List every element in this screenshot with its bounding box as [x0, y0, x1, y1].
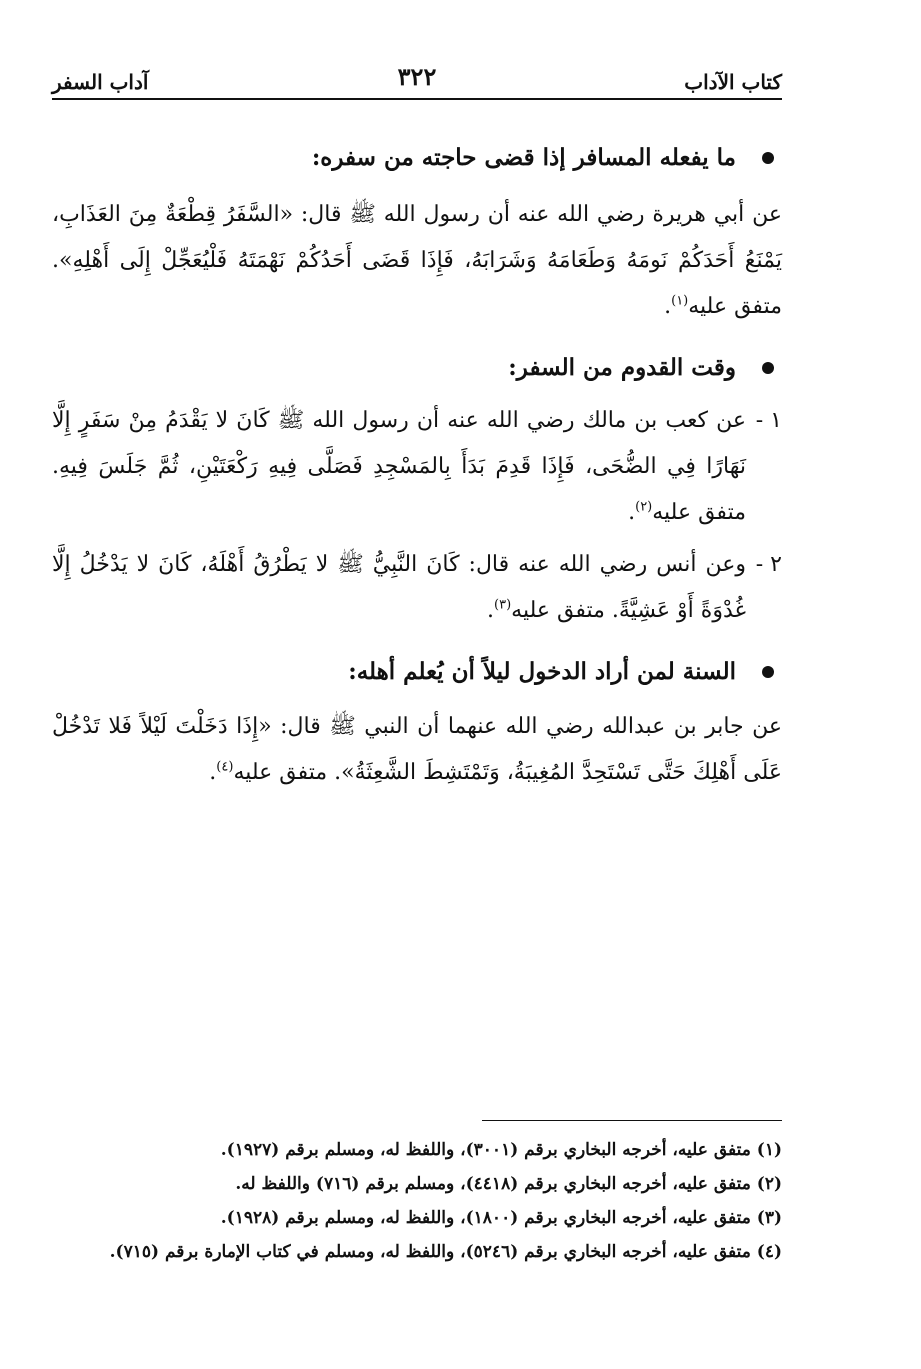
footnote-ref: (٣): [494, 597, 512, 613]
chapter-title: آداب السفر: [52, 70, 149, 94]
section-return-after-need: [52, 138, 782, 330]
footnote-item: (٣) متفق عليه، أخرجه البخاري برقم (١٨٠٠)، واللفظ له، ومسلم برقم (١٩٢٨).: [220, 1208, 782, 1228]
running-header: [52, 62, 782, 96]
section-heading-text: السنة لمن أراد الدخول ليلاً أن يُعلم أهله:: [348, 658, 736, 685]
page-number: ٣٢٢: [397, 62, 437, 91]
section-heading: [52, 138, 782, 178]
section-heading-text: وقت القدوم من السفر:: [508, 354, 736, 381]
footnote-ref: (٤): [216, 759, 234, 775]
section-night-arrival: [52, 652, 782, 796]
numbered-hadith: ١ - عن كعب بن مالك رضي الله عنه أن رسول الله ﷺ كَانَ لا يَقْدَمُ مِنْ سَفَرٍ إِلَّا نَهَارًا فِي الضُّحَى، فَإِذَا قَدِمَ بَدَأَ بِالمَسْجِدِ فَصَلَّى فِيهِ رَكْعَتَيْنِ، ثُمَّ جَلَسَ فِيهِ. متفق عليه$^{(٢)}$.: [52, 398, 782, 536]
hadith-paragraph: عن جابر بن عبدالله رضي الله عنهما أن النبي ﷺ قال: «إِذَا دَخَلْتَ لَيْلاً فَلا تَدْخُلْ عَلَى أَهْلِكَ حَتَّى تَسْتَحِدَّ المُغِيبَةُ، وَتَمْتَشِطَ الشَّعِثَةُ». متفق عليه$^{(٤)}$.: [52, 714, 782, 785]
footnote-item: (٤) متفق عليه، أخرجه البخاري برقم (٥٢٤٦)، واللفظ له، ومسلم في كتاب الإمارة برقم (٧١٥).: [109, 1242, 782, 1262]
bullet-icon: [762, 152, 774, 164]
item-number: ١ -: [755, 408, 782, 433]
numbered-hadith: ٢ - وعن أنس رضي الله عنه قال: كَانَ النَّبِيُّ ﷺ لا يَطْرُقُ أَهْلَهُ، كَانَ لا يَدْخُلُ إِلَّا غُدْوَةً أَوْ عَشِيَّةً. متفق عليه$^{(٣)}$.: [52, 542, 782, 634]
hadith-paragraph: عن أبي هريرة رضي الله عنه أن رسول الله ﷺ قال: «السَّفَرُ قِطْعَةٌ مِنَ العَذَابِ، يَمْنَعُ أَحَدَكُمْ نَومَهُ وَطَعَامَهُ وَشَرَابَهُ، فَإِذَا قَضَى أَحَدُكُمْ نَهْمَتَهُ فَلْيُعَجِّلْ إِلَى أَهْلِهِ». متفق عليه$^{(١)}$.: [52, 202, 782, 319]
hadith-text: وعن أنس رضي الله عنه قال: كَانَ النَّبِيُّ ﷺ لا يَطْرُقُ أَهْلَهُ، كَانَ لا يَدْخُلُ إِلَّا غُدْوَةً أَوْ عَشِيَّةً. متفق عليه: [52, 552, 746, 623]
footnote-item: (٢) متفق عليه، أخرجه البخاري برقم (٤٤١٨)، ومسلم برقم (٧١٦) واللفظ له.: [235, 1174, 782, 1194]
footnote-divider: [482, 1120, 782, 1121]
hadith-text: عن كعب بن مالك رضي الله عنه أن رسول الله ﷺ كَانَ لا يَقْدَمُ مِنْ سَفَرٍ إِلَّا نَهَارًا فِي الضُّحَى، فَإِذَا قَدِمَ بَدَأَ بِالمَسْجِدِ فَصَلَّى فِيهِ رَكْعَتَيْنِ، ثُمَّ جَلَسَ فِيهِ. متفق عليه: [52, 408, 746, 525]
hadith-text: عن جابر بن عبدالله رضي الله عنهما أن النبي ﷺ قال: «إِذَا دَخَلْتَ لَيْلاً فَلا تَدْخُلْ عَلَى أَهْلِكَ حَتَّى تَسْتَحِدَّ المُغِيبَةُ، وَتَمْتَشِطَ الشَّعِثَةُ». متفق عليه: [52, 714, 782, 785]
bullet-icon: [762, 666, 774, 678]
item-number: ٢ -: [755, 552, 782, 577]
section-heading: [52, 652, 782, 692]
bullet-icon: [762, 362, 774, 374]
section-heading-text: ما يفعله المسافر إذا قضى حاجته من سفره:: [311, 144, 736, 171]
section-heading: [52, 348, 782, 388]
book-title: كتاب الآداب: [684, 70, 782, 94]
section-arrival-time: [52, 348, 782, 634]
hadith-text: عن أبي هريرة رضي الله عنه أن رسول الله ﷺ قال: «السَّفَرُ قِطْعَةٌ مِنَ العَذَابِ، يَمْنَعُ أَحَدَكُمْ نَومَهُ وَطَعَامَهُ وَشَرَابَهُ، فَإِذَا قَضَى أَحَدُكُمْ نَهْمَتَهُ فَلْيُعَجِّلْ إِلَى أَهْلِهِ». متفق عليه: [52, 202, 782, 319]
footnote-ref: (١): [671, 293, 689, 309]
footnote-ref: (٢): [635, 499, 653, 515]
header-divider: [52, 98, 782, 100]
footnote-item: (١) متفق عليه، أخرجه البخاري برقم (٣٠٠١)، واللفظ له، ومسلم برقم (١٩٢٧).: [220, 1140, 782, 1160]
